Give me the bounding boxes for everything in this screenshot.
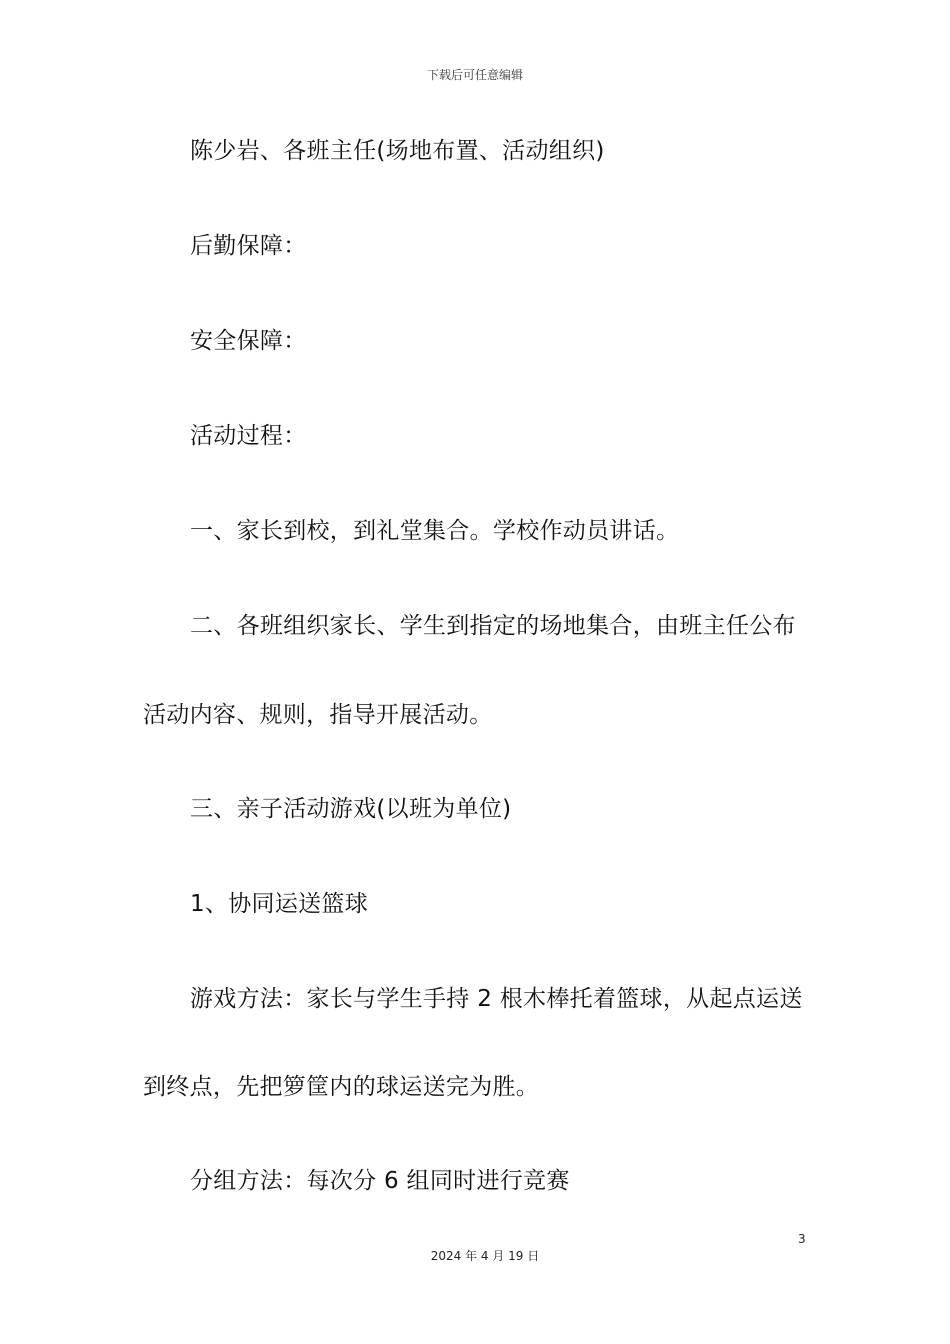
paragraph-logistics: 后勤保障：: [190, 233, 307, 259]
paragraph-process-heading: 活动过程：: [190, 423, 307, 449]
page-header: 下载后可任意编辑: [426, 68, 523, 82]
paragraph-game-method-line2: 到终点，先把箩筐内的球运送完为胜。: [143, 1074, 540, 1100]
paragraph-game-title: 1、协同运送篮球: [190, 891, 369, 917]
paragraph-grouping-method: 分组方法：每次分 6 组同时进行竞赛: [190, 1168, 570, 1194]
paragraph-safety: 安全保障：: [190, 328, 307, 354]
paragraph-step-one: 一、家长到校，到礼堂集合。学校作动员讲话。: [190, 518, 680, 544]
paragraph-step-three: 三、亲子活动游戏(以班为单位): [190, 796, 512, 822]
page-number: 3: [798, 1232, 806, 1246]
paragraph-step-two-line1: 二、各班组织家长、学生到指定的场地集合，由班主任公布: [190, 613, 796, 639]
paragraph-game-method-line1: 游戏方法：家长与学生手持 2 根木棒托着篮球，从起点运送: [190, 986, 803, 1012]
page-footer-date: 2024 年 4 月 19 日: [430, 1249, 540, 1263]
paragraph-staff-arrangement: 陈少岩、各班主任(场地布置、活动组织): [190, 138, 605, 164]
paragraph-step-two-line2: 活动内容、规则，指导开展活动。: [143, 702, 493, 728]
